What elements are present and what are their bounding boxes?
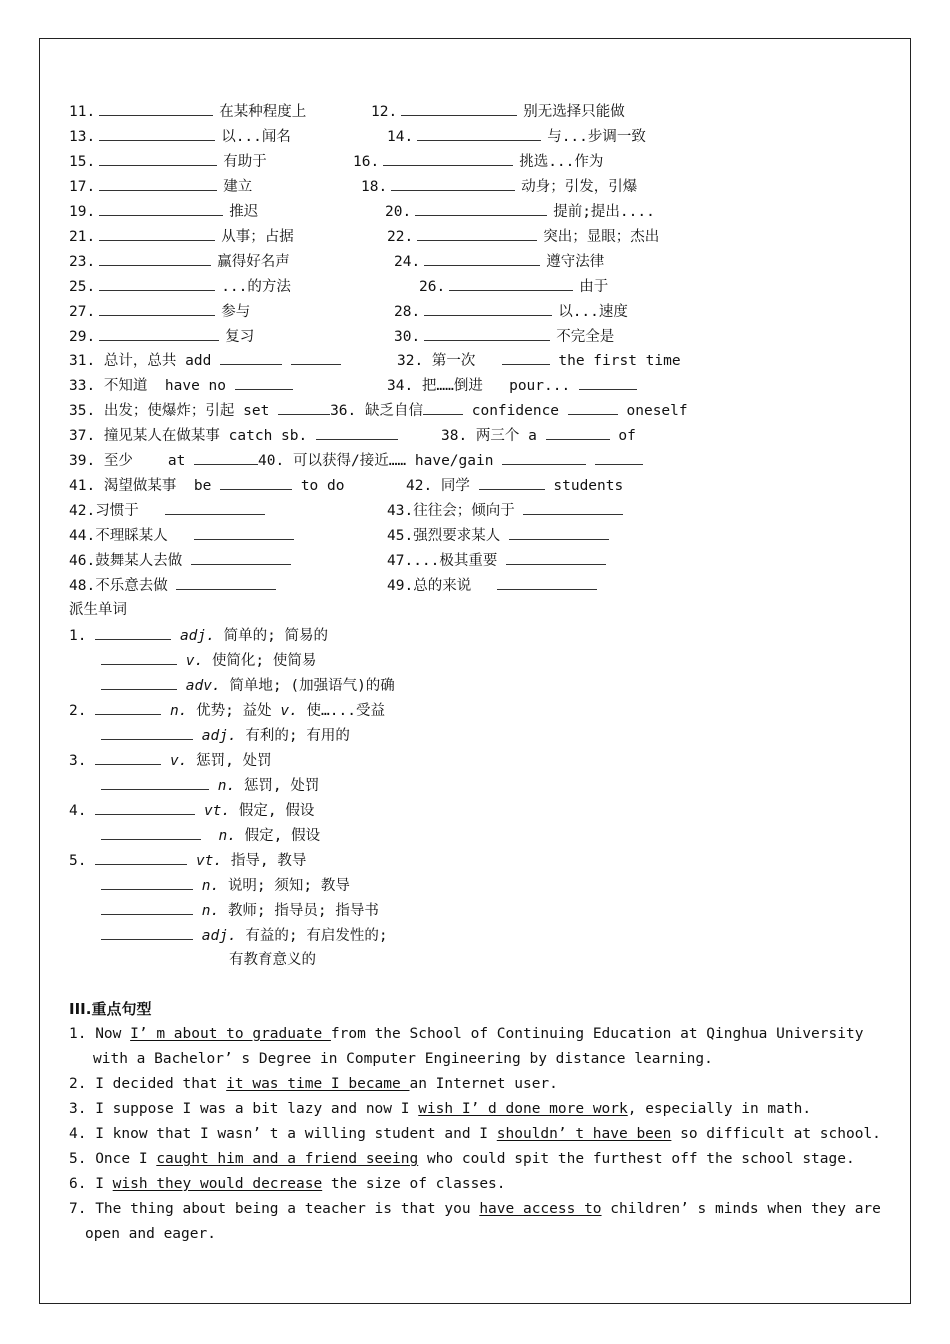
meaning-text: 建立	[223, 179, 253, 195]
answer-blank[interactable]	[99, 176, 217, 191]
phrase-row-33: 33. 不知道 have no	[69, 375, 293, 396]
meaning-text: 在某种程度上	[219, 104, 307, 120]
phrase-row-short: 45.强烈要求某人	[387, 525, 609, 546]
answer-blank[interactable]	[424, 301, 552, 316]
answer-blank[interactable]	[176, 575, 276, 590]
answer-blank[interactable]	[99, 151, 217, 166]
answer-blank[interactable]	[383, 151, 513, 166]
answer-blank[interactable]	[316, 425, 398, 440]
phrase-row-short: 49.总的来说	[387, 575, 597, 596]
answer-blank[interactable]	[99, 101, 213, 116]
answer-blank[interactable]	[546, 425, 610, 440]
item-number: 21.	[69, 229, 96, 245]
answer-blank[interactable]	[99, 301, 215, 316]
answer-blank[interactable]	[101, 875, 193, 890]
meaning-text: 以...闻名	[221, 129, 291, 145]
answer-blank[interactable]	[568, 400, 618, 415]
answer-blank[interactable]	[417, 226, 537, 241]
sentence-1-cont: with a Bachelor’ s Degree in Computer Engineering by distance learning.	[93, 1051, 713, 1067]
item-number: 22.	[387, 229, 414, 245]
answer-blank[interactable]	[99, 276, 215, 291]
answer-blank[interactable]	[401, 101, 517, 116]
derived-row: 有教育意义的	[229, 952, 316, 968]
phrase-row-19	[69, 201, 258, 222]
item-number: 23.	[69, 254, 96, 270]
phrase-row-24	[394, 251, 604, 272]
answer-blank[interactable]	[220, 350, 282, 365]
answer-blank[interactable]	[595, 450, 643, 465]
sentence-1: 1. Now I’ m about to graduate from the School of Continuing Education at Qinghua University	[69, 1026, 864, 1042]
phrase-row-18	[361, 176, 637, 197]
meaning-text: 以...速度	[558, 304, 628, 320]
meaning-text: 赢得好名声	[217, 254, 290, 270]
answer-blank[interactable]	[99, 126, 215, 141]
meaning-text: 不完全是	[556, 329, 615, 345]
phrase-row-26	[419, 276, 608, 297]
sentence-6: 6. I wish they would decrease the size of classes.	[69, 1176, 506, 1192]
item-number: 13.	[69, 129, 96, 145]
derived-row: 4. vt. 假定, 假设	[69, 800, 314, 821]
sentence-7-cont: open and eager.	[85, 1226, 216, 1242]
sentence-5: 5. Once I caught him and a friend seeing who could spit the furthest off the school stage.	[69, 1151, 855, 1167]
phrase-row-11	[69, 101, 306, 122]
meaning-text: 挑选...作为	[519, 154, 604, 170]
phrase-row-41: 41. 渴望做某事 be to do	[69, 475, 344, 496]
item-number: 19.	[69, 204, 96, 220]
meaning-text: ...的方法	[221, 279, 291, 295]
sentence-3: 3. I suppose I was a bit lazy and now I wish I’ d done more work, especially in math.	[69, 1101, 812, 1117]
derived-row: v. 使简化; 使简易	[101, 650, 316, 671]
answer-blank[interactable]	[497, 575, 597, 590]
derived-row: n. 说明; 须知; 教导	[101, 875, 350, 896]
answer-blank[interactable]	[95, 750, 161, 765]
derived-row: 3. v. 惩罚, 处罚	[69, 750, 272, 771]
answer-blank[interactable]	[101, 725, 193, 740]
derived-row: n. 假定, 假设	[101, 825, 320, 846]
meaning-text: 提前;提出....	[553, 204, 655, 220]
item-number: 30.	[394, 329, 421, 345]
phrase-row-35: 35. 出发；使爆炸；引起 set 36. 缺乏自信 confidence oneself	[69, 400, 688, 421]
phrase-row-16	[353, 151, 603, 172]
meaning-text: 由于	[579, 279, 609, 295]
phrase-row-42: 42. 同学 students	[406, 475, 623, 496]
answer-blank[interactable]	[101, 675, 177, 690]
answer-blank[interactable]	[506, 550, 606, 565]
answer-blank[interactable]	[101, 825, 201, 840]
item-number: 18.	[361, 179, 388, 195]
answer-blank[interactable]	[191, 550, 291, 565]
phrase-row-34: 34. 把……倒进 pour...	[387, 375, 637, 396]
answer-blank[interactable]	[99, 326, 219, 341]
meaning-text: 突出；显眼；杰出	[543, 229, 660, 245]
phrase-row-28	[394, 301, 628, 322]
phrase-row-20	[385, 201, 655, 222]
phrase-row-14	[387, 126, 646, 147]
item-number: 24.	[394, 254, 421, 270]
meaning-text: 有助于	[223, 154, 267, 170]
item-number: 20.	[385, 204, 412, 220]
phrase-row-short: 48.不乐意去做	[69, 575, 276, 596]
phrase-row-37: 37. 撞见某人在做某事 catch sb.	[69, 425, 398, 446]
phrase-row-30	[394, 326, 614, 347]
phrase-row-32: 32. 第一次 the first time	[397, 350, 681, 371]
phrase-row-23	[69, 251, 290, 272]
answer-blank[interactable]	[417, 126, 541, 141]
answer-blank[interactable]	[101, 775, 209, 790]
phrase-row-29	[69, 326, 254, 347]
answer-blank[interactable]	[99, 226, 215, 241]
phrase-row-short: 42.习惯于	[69, 500, 265, 521]
meaning-text: 动身；引发，引爆	[521, 179, 638, 195]
meaning-text: 复习	[225, 329, 255, 345]
answer-blank[interactable]	[291, 350, 341, 365]
answer-blank[interactable]	[101, 900, 193, 915]
answer-blank[interactable]	[194, 525, 294, 540]
answer-blank[interactable]	[101, 650, 177, 665]
meaning-text: 别无选择只能做	[523, 104, 625, 120]
phrase-row-22	[387, 226, 659, 247]
phrase-row-21	[69, 226, 294, 247]
answer-blank[interactable]	[95, 850, 187, 865]
phrase-row-15	[69, 151, 267, 172]
item-number: 28.	[394, 304, 421, 320]
meaning-text: 从事；占据	[221, 229, 294, 245]
phrase-row-short: 47....极其重要	[387, 550, 606, 571]
section-title-sentences: III.重点句型	[69, 1000, 152, 1018]
phrase-row-13	[69, 126, 291, 147]
derived-row: n. 教师; 指导员; 指导书	[101, 900, 379, 921]
meaning-text: 与...步调一致	[547, 129, 646, 145]
sentence-7: 7. The thing about being a teacher is that you have access to children’ s minds when they are	[69, 1201, 881, 1217]
item-number: 12.	[371, 104, 398, 120]
derived-row: 1. adj. 简单的; 简易的	[69, 625, 328, 646]
answer-blank[interactable]	[101, 925, 193, 940]
phrase-row-short: 43.往往会；倾向于	[387, 500, 623, 521]
answer-blank[interactable]	[523, 500, 623, 515]
derived-row: adj. 有利的; 有用的	[101, 725, 350, 746]
answer-blank[interactable]	[579, 375, 637, 390]
answer-blank[interactable]	[502, 450, 586, 465]
phrase-row-17	[69, 176, 252, 197]
answer-blank[interactable]	[165, 500, 265, 515]
meaning-text: 参与	[221, 304, 251, 320]
item-number: 25.	[69, 279, 96, 295]
answer-blank[interactable]	[95, 700, 161, 715]
answer-blank[interactable]	[95, 800, 195, 815]
answer-blank[interactable]	[194, 450, 258, 465]
phrase-row-39: 39. 至少 at 40. 可以获得/接近…… have/gain	[69, 450, 643, 471]
answer-blank[interactable]	[509, 525, 609, 540]
item-number: 26.	[419, 279, 446, 295]
phrase-row-12	[371, 101, 625, 122]
derived-row: 5. vt. 指导, 教导	[69, 850, 306, 871]
item-number: 14.	[387, 129, 414, 145]
item-number: 15.	[69, 154, 96, 170]
answer-blank[interactable]	[424, 326, 550, 341]
answer-blank[interactable]	[220, 475, 292, 490]
phrase-row-short: 46.鼓舞某人去做	[69, 550, 291, 571]
phrase-row-27	[69, 301, 250, 322]
section-title-derived: 派生单词	[69, 602, 127, 618]
answer-blank[interactable]	[415, 201, 547, 216]
item-number: 16.	[353, 154, 380, 170]
answer-blank[interactable]	[391, 176, 515, 191]
derived-row: 2. n. 优势; 益处 v. 使…...受益	[69, 700, 385, 721]
derived-row: adv. 简单地; (加强语气)的确	[101, 675, 395, 696]
answer-blank[interactable]	[235, 375, 293, 390]
answer-blank[interactable]	[449, 276, 573, 291]
meaning-text: 推迟	[229, 204, 259, 220]
answer-blank[interactable]	[99, 201, 223, 216]
derived-row: adj. 有益的; 有启发性的;	[101, 925, 388, 946]
phrase-row-31: 31. 总计，总共 add	[69, 350, 341, 371]
phrase-row-38: 38. 两三个 a of	[441, 425, 636, 446]
phrase-row-25	[69, 276, 291, 297]
answer-blank[interactable]	[423, 400, 463, 415]
meaning-text: 遵守法律	[546, 254, 605, 270]
sentence-2: 2. I decided that it was time I became an Internet user.	[69, 1076, 558, 1092]
answer-blank[interactable]	[278, 400, 330, 415]
answer-blank[interactable]	[479, 475, 545, 490]
phrase-row-short: 44.不理睬某人	[69, 525, 294, 546]
answer-blank[interactable]	[424, 251, 540, 266]
answer-blank[interactable]	[99, 251, 211, 266]
item-number: 11.	[69, 104, 96, 120]
item-number: 29.	[69, 329, 96, 345]
sentence-4: 4. I know that I wasn’ t a willing student and I shouldn’ t have been so difficult at school.	[69, 1126, 881, 1142]
answer-blank[interactable]	[502, 350, 550, 365]
derived-row: n. 惩罚, 处罚	[101, 775, 319, 796]
answer-blank[interactable]	[95, 625, 171, 640]
item-number: 17.	[69, 179, 96, 195]
item-number: 27.	[69, 304, 96, 320]
